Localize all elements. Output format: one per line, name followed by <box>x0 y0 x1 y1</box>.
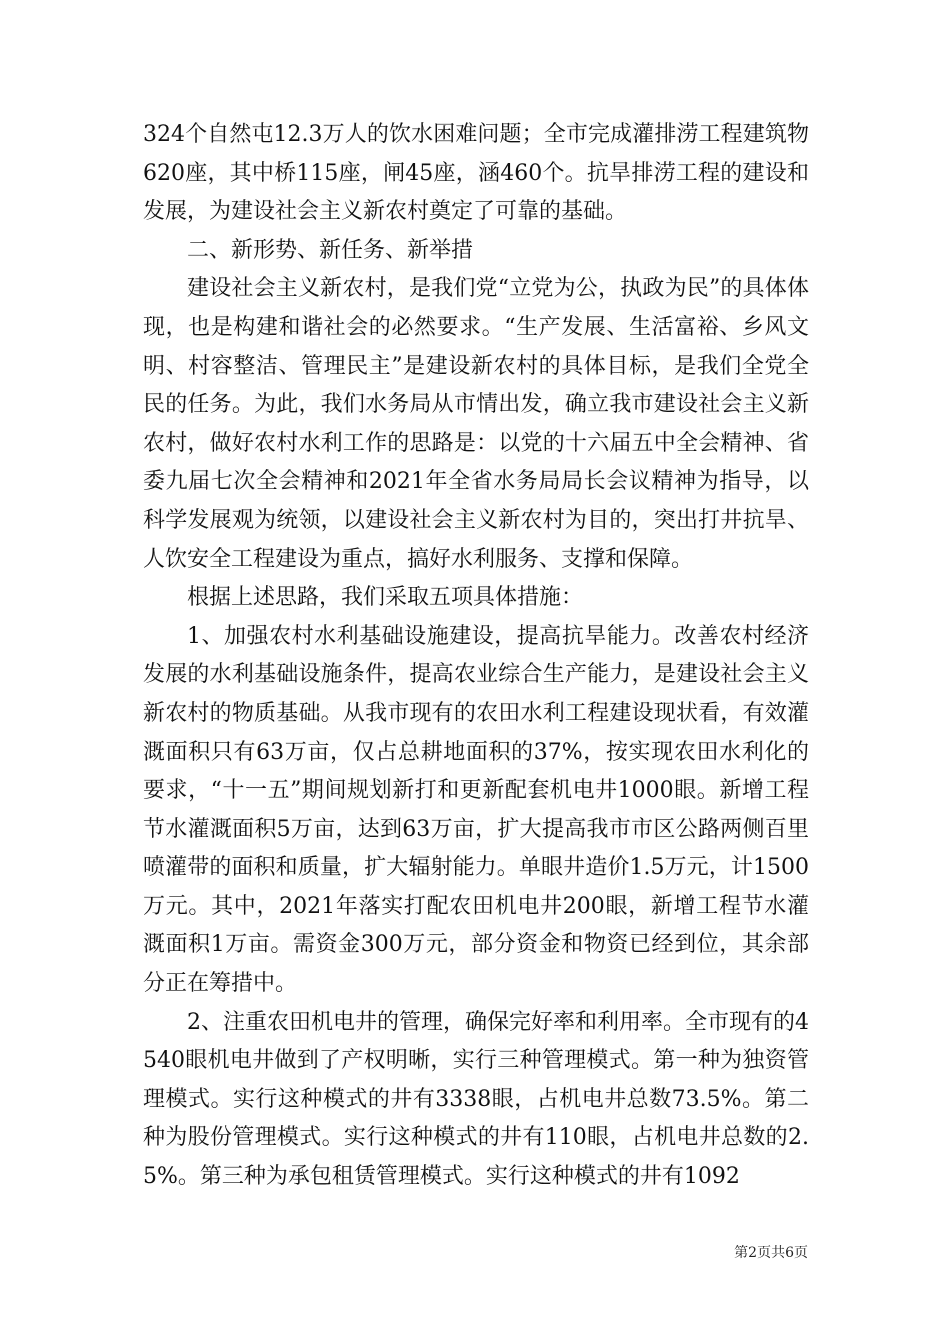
page-number: 第2页共6页 <box>734 1245 808 1261</box>
paragraph: 2、注重农田机电井的管理，确保完好率和利用率。全市现有的4540眼机电井做到了产权明晰，实行三种管理模式。第一种为独资管理模式。实行这种模式的井有3338眼，占机电井总数73.5%。第二种为股份管理模式。实行这种模式的井有110眼，占机电井总数的2.5%。第三种为承包租赁管理模式。实行这种模式的井有1092 <box>143 1009 809 1190</box>
paragraph-continued: 324个自然屯12.3万人的饮水困难问题；全市完成灌排涝工程建筑物620座，其中桥115座，闸45座，涵460个。抗旱排涝工程的建设和发展，为建设社会主义新农村奠定了可靠的基础。 <box>143 122 809 225</box>
paragraph: 建设社会主义新农村，是我们党“立党为公，执政为民”的具体体现，也是构建和谐社会的必然要求。“生产发展、生活富裕、乡风文明、村容整洁、管理民主”是建设新农村的具体目标，是我们全党全民的任务。为此，我们水务局从市情出发，确立我市建设社会主义新农村，做好农村水利工作的思路是：以党的十六届五中全会精神、省委九届七次全会精神和2021年全省水务局局长会议精神为指导，以科学发展观为统领，以建设社会主义新农村为目的，突出打井抗旱、人饮安全工程建设为重点，搞好水利服务、支撑和保障。 <box>143 276 809 572</box>
paragraph: 根据上述思路，我们采取五项具体措施： <box>187 585 584 611</box>
document-body <box>143 116 809 1197</box>
section-heading: 二、新形势、新任务、新举措 <box>187 237 474 263</box>
paragraph: 1、加强农村水利基础设施建设，提高抗旱能力。改善农村经济发展的水利基础设施条件，提高农业综合生产能力，是建设社会主义新农村的物质基础。从我市现有的农田水利工程建设现状看，有效灌溉面积只有63万亩，仅占总耕地面积的37%，按实现农田水利化的要求，“十一五”期间规划新打和更新配套机电井1000眼。新增工程节水灌溉面积5万亩，达到63万亩，扩大提高我市市区公路两侧百里喷灌带的面积和质量，扩大辐射能力。单眼井造价1.5万元，计1500万元。其中，2021年落实打配农田机电井200眼，新增工程节水灌溉面积1万亩。需资金300万元，部分资金和物资已经到位，其余部分正在筹措中。 <box>143 623 810 997</box>
